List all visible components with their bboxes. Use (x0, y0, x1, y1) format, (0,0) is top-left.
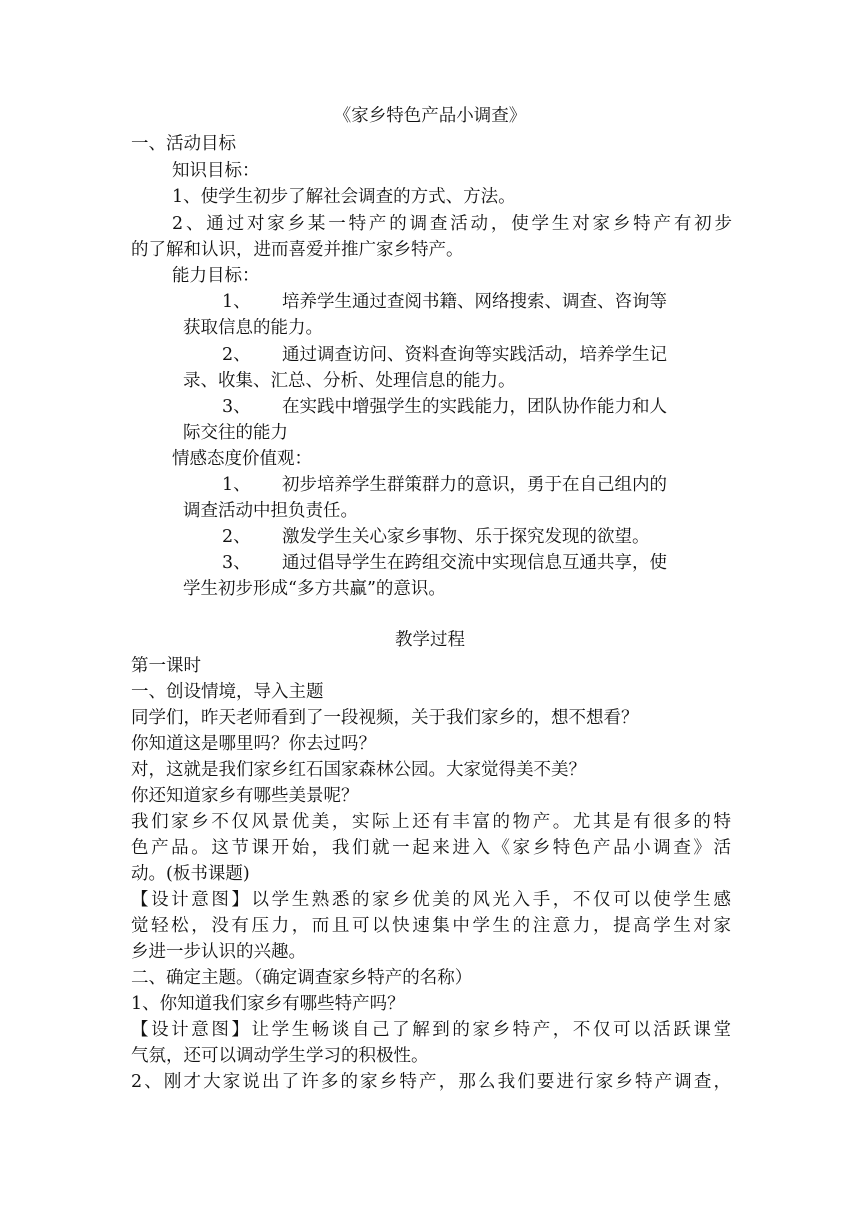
step-heading-1: 一、创设情境，导入主题 (131, 682, 324, 702)
list-number: 1、 (222, 292, 251, 312)
ability-item-2-line1 (222, 342, 732, 368)
design-intent-line: 【设计意图】让学生畅谈自己了解到的家乡特产，不仅可以活跃课堂 (131, 1020, 731, 1040)
ability-item-1-line2: 获取信息的能力。 (183, 318, 323, 338)
design-intent-line: 气氛，还可以调动学生学习的积极性。 (131, 1046, 429, 1066)
design-intent-line: 觉轻松，没有压力，而且可以快速集中学生的注意力，提高学生对家 (131, 916, 731, 936)
design-intent-line: 【设计意图】以学生熟悉的家乡优美的风光入手，不仅可以使学生感 (131, 890, 731, 910)
emotion-item-1-line1 (222, 472, 732, 498)
knowledge-item-1: 1、使学生初步了解社会调查的方式、方法。 (172, 187, 516, 207)
paragraph-line: 2、刚才大家说出了许多的家乡特产，那么我们要进行家乡特产调查， (131, 1072, 731, 1092)
list-text: 培养学生通过查阅书籍、网络搜索、调查、咨询等 (282, 292, 667, 312)
list-number: 1、 (222, 475, 251, 495)
emotion-item-3-line2: 学生初步形成“多方共赢”的意识。 (183, 579, 446, 599)
paragraph-line: 色产品。这节课开始，我们就一起来进入《家乡特色产品小调查》活 (131, 838, 731, 858)
document-title: 《家乡特色产品小调查》 (333, 106, 527, 126)
design-intent-line: 乡进一步认识的兴趣。 (131, 942, 306, 962)
list-text: 初步培养学生群策群力的意识，勇于在自己组内的 (282, 475, 667, 495)
paragraph-line: 动。(板书课题) (131, 864, 250, 884)
list-text: 通过倡导学生在跨组交流中实现信息互通共享，使 (282, 553, 667, 573)
knowledge-item-2-line1: 2、通过对家乡某一特产的调查活动，使学生对家乡特产有初步 (172, 214, 732, 234)
list-text: 激发学生关心家乡事物、乐于探究发现的欲望。 (282, 527, 650, 547)
paragraph-line: 你知道这是哪里吗？你去过吗？ (131, 734, 376, 754)
ability-item-3-line1 (222, 394, 732, 420)
emotion-item-3-line1 (222, 550, 732, 576)
ability-item-2-line2: 录、收集、汇总、分析、处理信息的能力。 (183, 371, 516, 391)
ability-item-1-line1 (222, 289, 732, 315)
ability-item-3-line2: 际交往的能力 (183, 423, 288, 443)
section-title-process: 教学过程 (395, 630, 465, 650)
paragraph-line: 我们家乡不仅风景优美，实际上还有丰富的物产。尤其是有很多的特 (131, 812, 731, 832)
list-text: 在实践中增强学生的实践能力，团队协作能力和人 (282, 397, 667, 417)
emotion-item-1-line2: 调查活动中担负责任。 (183, 501, 358, 521)
section-heading-goals: 一、活动目标 (131, 134, 236, 154)
subheading-knowledge: 知识目标： (172, 161, 260, 181)
paragraph-line: 对，这就是我们家乡红石国家森林公园。大家觉得美不美？ (131, 760, 586, 780)
paragraph-line: 1、你知道我们家乡有哪些特产吗？ (131, 994, 405, 1014)
lesson-heading: 第一课时 (131, 656, 201, 676)
emotion-item-2-line1 (222, 524, 732, 550)
list-number: 2、 (222, 527, 251, 547)
list-number: 2、 (222, 345, 251, 365)
paragraph-line: 同学们，昨天老师看到了一段视频，关于我们家乡的，想不想看？ (131, 708, 639, 728)
list-number: 3、 (222, 397, 251, 417)
list-text: 通过调查访问、资料查询等实践活动，培养学生记 (282, 345, 667, 365)
list-number: 3、 (222, 553, 251, 573)
subheading-emotion: 情感态度价值观： (172, 449, 312, 469)
step-heading-2: 二、确定主题。（确定调查家乡特产的名称） (131, 968, 473, 988)
knowledge-item-2-line2: 的了解和认识，进而喜爱并推广家乡特产。 (131, 240, 464, 260)
subheading-ability: 能力目标： (172, 266, 260, 286)
paragraph-line: 你还知道家乡有哪些美景呢？ (131, 786, 359, 806)
